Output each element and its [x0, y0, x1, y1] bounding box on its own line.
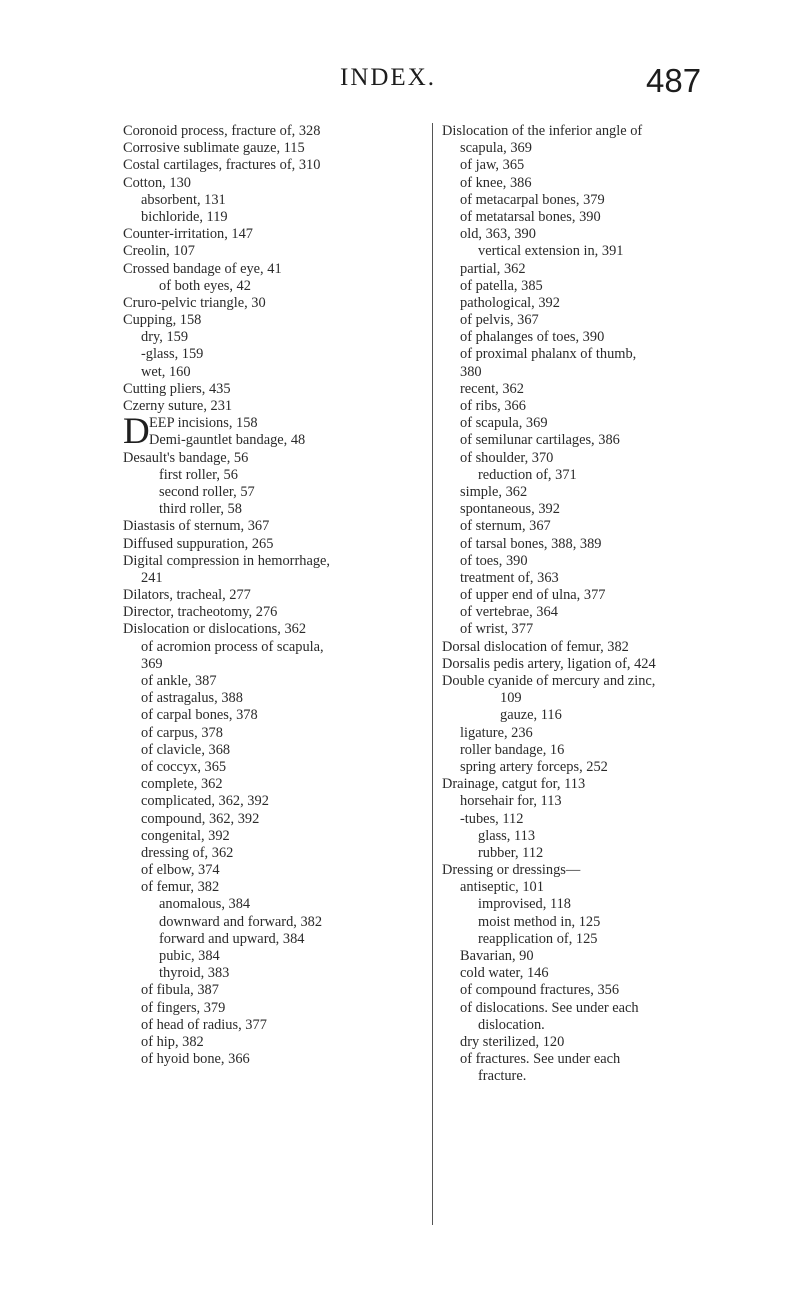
index-entry: of metacarpal bones, 379 [460, 191, 605, 208]
index-entry: dry sterilized, 120 [460, 1033, 565, 1050]
index-entry: of carpus, 378 [141, 724, 223, 741]
index-entry: of pelvis, 367 [460, 312, 539, 329]
index-entry: of metatarsal bones, 390 [460, 208, 601, 225]
index-entry: Cupping, 158 [123, 312, 202, 329]
index-entry: fracture. [478, 1068, 527, 1085]
page-number: 487 [646, 62, 702, 99]
index-entry: moist method in, 125 [478, 913, 601, 930]
index-entry: recent, 362 [460, 380, 524, 397]
index-entry: cold water, 146 [460, 965, 549, 982]
index-entry: old, 363, 390 [460, 226, 536, 243]
index-entry: rubber, 112 [478, 844, 544, 861]
index-entry: glass, 113 [478, 827, 536, 844]
page-header [0, 62, 800, 102]
index-entry: of vertebrae, 364 [460, 604, 558, 621]
index-entry: horsehair for, 113 [460, 793, 562, 810]
index-entry: Director, tracheotomy, 276 [123, 604, 278, 621]
index-entry: forward and upward, 384 [159, 930, 305, 947]
index-entry: of head of radius, 377 [141, 1016, 267, 1033]
index-entry: of elbow, 374 [141, 862, 220, 879]
index-entry: dislocation. [478, 1016, 545, 1033]
index-entry: of tarsal bones, 388, 389 [460, 535, 602, 552]
index-entry: Bavarian, 90 [460, 948, 534, 964]
index-entry: 109 [500, 690, 522, 707]
index-entry: roller bandage, 16 [460, 741, 565, 758]
index-entry: of shoulder, 370 [460, 449, 554, 466]
index-entry: of fractures. See under each [460, 1051, 621, 1068]
index-entry: dressing of, 362 [141, 844, 234, 861]
index-entry: of hyoid bone, 366 [141, 1051, 250, 1068]
index-entry: Demi-gauntlet bandage, 48 [149, 432, 306, 449]
index-column-right [442, 123, 762, 1086]
index-entry: thyroid, 383 [159, 965, 230, 982]
index-entry: dry, 159 [141, 329, 189, 346]
index-entry: partial, 362 [460, 260, 526, 277]
drop-cap-letter: D [123, 411, 150, 453]
index-entry: Diffused suppuration, 265 [123, 535, 274, 552]
index-entry: of acromion process of scapula, [141, 638, 324, 655]
index-entry: of hip, 382 [141, 1033, 204, 1050]
index-entry: of sternum, 367 [460, 518, 551, 535]
index-entry: Cutting pliers, 435 [123, 380, 231, 397]
index-entry: 369 [141, 655, 163, 672]
index-entry: Dislocation of the inferior angle of [442, 123, 643, 139]
index-entry: Dressing or dressings— [442, 862, 581, 879]
index-entry: Creolin, 107 [123, 243, 195, 260]
index-entry: of carpal bones, 378 [141, 707, 258, 724]
index-entry: Dislocation or dislocations, 362 [123, 621, 307, 638]
running-title: INDEX. [340, 64, 437, 91]
index-entry: wet, 160 [141, 363, 191, 380]
index-entry: Crossed bandage of eye, 41 [123, 260, 282, 277]
index-entry: bichloride, 119 [141, 208, 228, 225]
index-entry: Diastasis of sternum, 367 [123, 518, 270, 535]
index-entry: 241 [141, 569, 163, 586]
index-entry: EEP incisions, 158 [149, 415, 258, 432]
index-entry: reapplication of, 125 [478, 930, 598, 947]
index-entry: Counter-irritation, 147 [123, 226, 254, 243]
index-entry: congenital, 392 [141, 827, 230, 844]
index-entry: of fingers, 379 [141, 999, 226, 1016]
index-entry: of astragalus, 388 [141, 690, 243, 707]
entries-block-d [123, 450, 483, 1069]
index-entry: -tubes, 112 [460, 810, 524, 827]
index-entry: of phalanges of toes, 390 [460, 329, 605, 346]
index-entry: Dorsal dislocation of femur, 382 [442, 638, 629, 655]
index-entry: Corrosive sublimate gauze, 115 [123, 140, 305, 157]
index-entry: spontaneous, 392 [460, 501, 560, 518]
index-entry: of scapula, 369 [460, 415, 548, 432]
index-entry: of ankle, 387 [141, 673, 217, 690]
index-entry: second roller, 57 [159, 483, 255, 500]
index-entry: anomalous, 384 [159, 896, 251, 913]
index-entry: vertical extension in, 391 [478, 243, 624, 260]
index-entry: of dislocations. See under each [460, 999, 639, 1016]
index-entry: of proximal phalanx of thumb, [460, 346, 637, 363]
index-entry: reduction of, 371 [478, 466, 577, 483]
index-entry: Cotton, 130 [123, 174, 191, 191]
index-entry: of fibula, 387 [141, 982, 219, 999]
index-entry: pathological, 392 [460, 294, 560, 311]
index-entry: Double cyanide of mercury and zinc, [442, 673, 656, 689]
index-entry: of compound fractures, 356 [460, 982, 620, 999]
index-entry: of ribs, 366 [460, 398, 526, 414]
index-entry: Cruro-pelvic triangle, 30 [123, 294, 266, 311]
index-entry: of upper end of ulna, 377 [460, 587, 606, 604]
index-entry: of knee, 386 [460, 174, 532, 191]
index-entry: compound, 362, 392 [141, 810, 260, 827]
index-entry: of both eyes, 42 [159, 277, 251, 294]
index-entry: first roller, 56 [159, 466, 238, 483]
index-entry: of wrist, 377 [460, 621, 534, 638]
index-entry: of clavicle, 368 [141, 741, 231, 758]
entries-block-c [123, 123, 483, 415]
index-entry: treatment of, 363 [460, 569, 559, 586]
index-entry: 380 [460, 363, 482, 380]
index-entry: complicated, 362, 392 [141, 793, 269, 810]
index-entry: of patella, 385 [460, 277, 543, 294]
index-entry: spring artery forceps, 252 [460, 758, 608, 775]
index-entry: Digital compression in hemorrhage, [123, 552, 331, 569]
index-column-left [123, 123, 483, 1068]
index-entry: of toes, 390 [460, 552, 528, 569]
index-entry: simple, 362 [460, 483, 528, 500]
index-entry: Drainage, catgut for, 113 [442, 776, 586, 793]
dropcap-section-d [123, 411, 483, 453]
index-entry: of femur, 382 [141, 879, 220, 896]
index-entry: of semilunar cartilages, 386 [460, 432, 620, 449]
index-entry: antiseptic, 101 [460, 879, 544, 896]
index-entry: Czerny suture, 231 [123, 398, 233, 414]
index-entry: ligature, 236 [460, 724, 533, 741]
index-entry: downward and forward, 382 [159, 913, 323, 930]
index-entry: -glass, 159 [141, 346, 204, 363]
index-entry: complete, 362 [141, 776, 223, 793]
index-entry: gauze, 116 [500, 707, 562, 724]
index-entry: third roller, 58 [159, 501, 242, 518]
index-entry: Dilators, tracheal, 277 [123, 587, 251, 604]
index-entry: scapula, 369 [460, 140, 532, 157]
index-entry: Dorsalis pedis artery, ligation of, 424 [442, 655, 656, 672]
index-entry: Coronoid process, fracture of, 328 [123, 123, 321, 139]
index-entry: improvised, 118 [478, 896, 571, 913]
column-divider [432, 123, 433, 1225]
index-entry: of coccyx, 365 [141, 758, 227, 775]
index-entry: pubic, 384 [159, 948, 220, 965]
index-entry: Costal cartilages, fractures of, 310 [123, 157, 321, 174]
index-entry: absorbent, 131 [141, 191, 226, 208]
index-entry: Desault's bandage, 56 [123, 449, 249, 466]
index-entry: of jaw, 365 [460, 157, 525, 174]
